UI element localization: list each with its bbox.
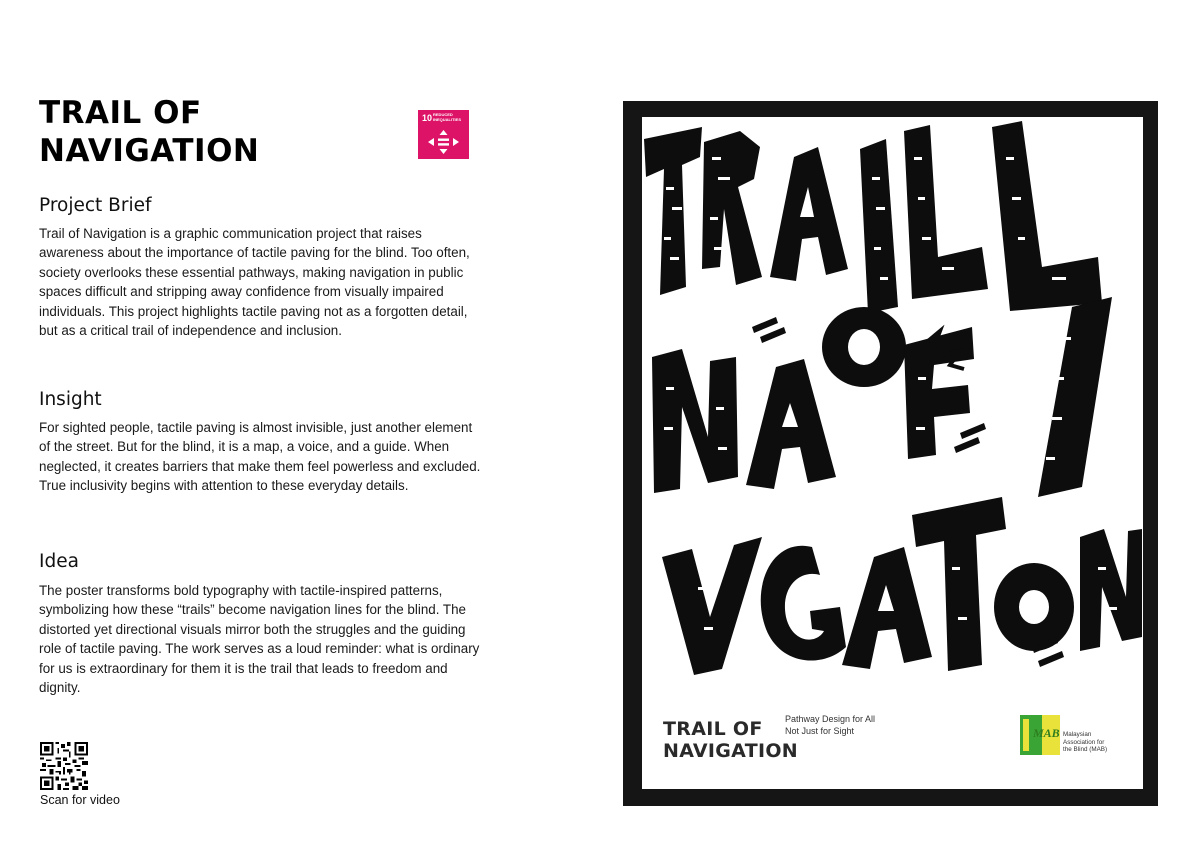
sdg-label bbox=[433, 113, 461, 122]
mab-name-line-2: Association for bbox=[1063, 738, 1105, 746]
poster-tagline-line-2: Not Just for Sight bbox=[785, 725, 855, 736]
insight-text: For sighted people, tactile paving is almost invisible, just another element of the street. But for the blind, it is a map, a voice, and a guide. When neglected, it creates barriers that make them feel powerless and excluded. True inclusivity begins with attention to these everyday details. bbox=[39, 420, 481, 494]
poster-typography-artwork bbox=[642, 117, 1143, 707]
mab-name-line-3: the Blind (MAB) bbox=[1063, 746, 1108, 754]
page-title bbox=[39, 94, 259, 170]
poster-tagline bbox=[785, 714, 875, 737]
poster-tagline-line-1: Pathway Design for All bbox=[785, 714, 876, 724]
idea-text: The poster transforms bold typography with tactile-inspired patterns, symbolizing how these “trails” become navigation lines for the blind. The distorted yet directional visuals mirror both the struggles and the guiding role of tactile paving. The work serves as a loud reminder: what is ordinary for us is extraordinary for them it is the trail that leads to freedom and dignity. bbox=[39, 583, 480, 696]
mab-logo-text: MAB bbox=[1033, 726, 1060, 740]
brief-text: Trail of Navigation is a graphic communication project that raises awareness about the importance of tactile paving for the blind. Too often, society overlooks these essential pathways, making navigation in public spaces difficult and stripping away confidence from visually impaired individuals. This project highlights tactile paving not as a forgotten detail, but as a critical trail of independence and inclusion. bbox=[39, 226, 470, 339]
brief-heading: Project Brief bbox=[39, 195, 152, 216]
qr-code[interactable] bbox=[40, 742, 88, 790]
qr-caption: Scan for video bbox=[40, 793, 120, 807]
mab-name-line-1: Malaysian bbox=[1063, 731, 1092, 738]
mab-logo bbox=[1020, 715, 1060, 755]
poster-title-line-1: TRAIL OF bbox=[663, 718, 763, 740]
title-line-2: NAVIGATION bbox=[39, 133, 260, 169]
sdg-10-badge bbox=[418, 110, 469, 159]
poster-title bbox=[663, 718, 798, 762]
sdg-number: 10 bbox=[422, 113, 433, 123]
idea-heading: Idea bbox=[39, 551, 79, 572]
equality-icon bbox=[428, 130, 459, 154]
insight-heading: Insight bbox=[39, 389, 102, 410]
poster bbox=[642, 117, 1143, 789]
mab-name bbox=[1063, 731, 1107, 754]
title-line-1: TRAIL OF bbox=[39, 95, 202, 131]
sdg-label-line-2: INEQUALITIES bbox=[433, 116, 462, 122]
sdg-label-line-1: REDUCED bbox=[433, 112, 453, 117]
poster-title-line-2: NAVIGATION bbox=[663, 740, 798, 762]
